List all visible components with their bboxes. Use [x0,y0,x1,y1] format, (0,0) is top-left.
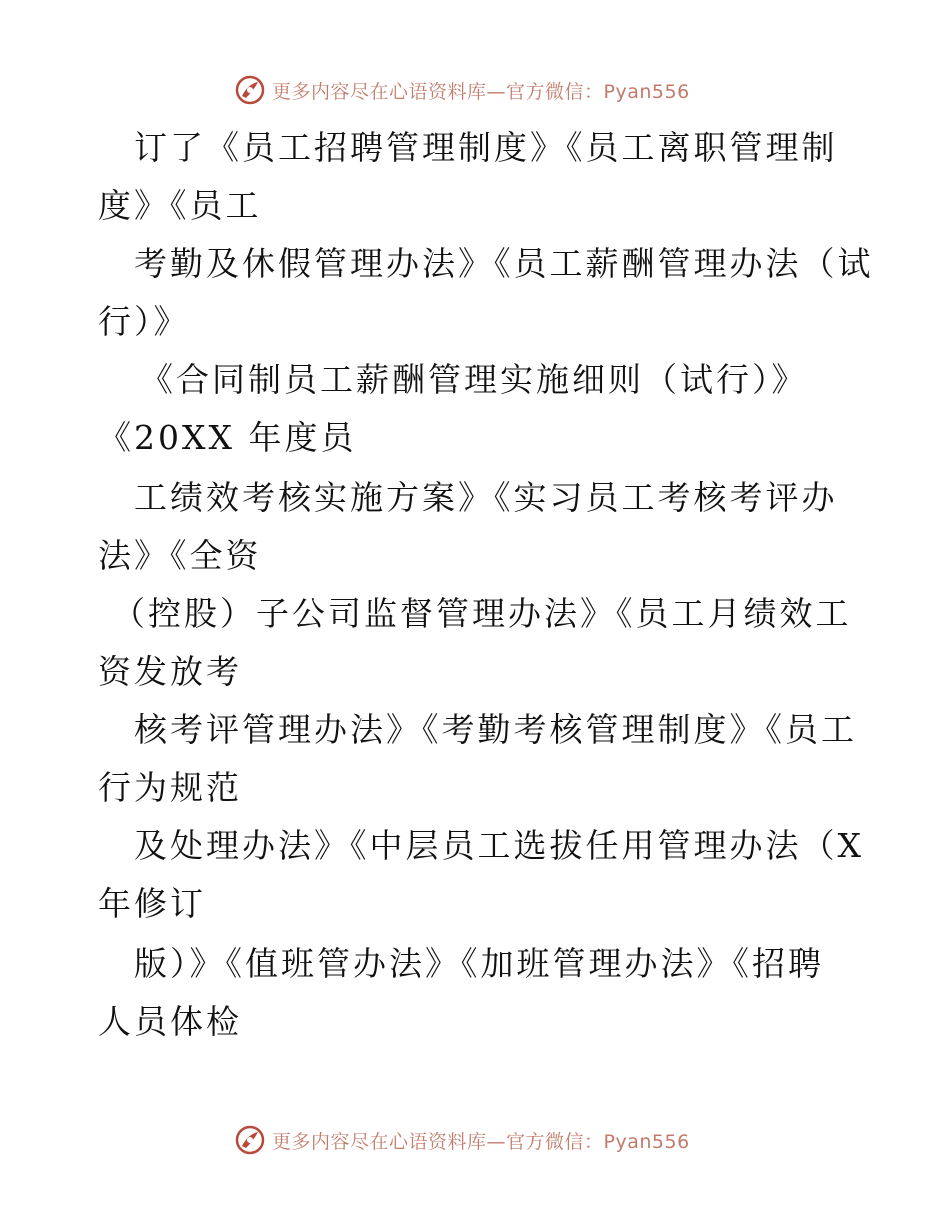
body-line: 考勤及休假管理办法》《员工薪酬管理办法（试 [134,244,874,283]
body-line: （控股）子公司监督管理办法》《员工月绩效工 [112,594,852,633]
body-line: 工绩效考核实施方案》《实习员工考核考评办 [134,478,838,517]
body-line: 行为规范 [98,768,242,807]
body-line: 核考评管理办法》《考勤考核管理制度》《员工 [134,710,857,749]
body-line: 及处理办法》《中层员工选拔任用管理办法（X [134,826,864,865]
pen-logo-icon [234,74,266,106]
footer-watermark [234,1122,690,1158]
watermark-text: 更多内容尽在心语资料库—官方微信：Pyan556 [272,1130,690,1153]
body-line: 度》《员工 [98,186,262,225]
pen-logo-icon [234,1124,266,1156]
body-line: 人员体检 [98,1002,242,1041]
body-line: 版）》《值班管办法》《加班管理办法》《招聘 [134,944,824,983]
watermark-text: 更多内容尽在心语资料库—官方微信：Pyan556 [272,80,690,103]
body-line: 法》《全资 [98,536,262,575]
body-line: 订了《员工招聘管理制度》《员工离职管理制 [134,128,838,167]
body-line: 资发放考 [98,652,242,691]
header-watermark [234,72,690,108]
body-line: 《20XX 年度员 [98,418,357,457]
body-line: 年修订 [98,884,206,923]
body-line: 《合同制员工薪酬管理实施细则（试行）》 [140,360,808,399]
body-line: 行）》 [98,302,190,341]
